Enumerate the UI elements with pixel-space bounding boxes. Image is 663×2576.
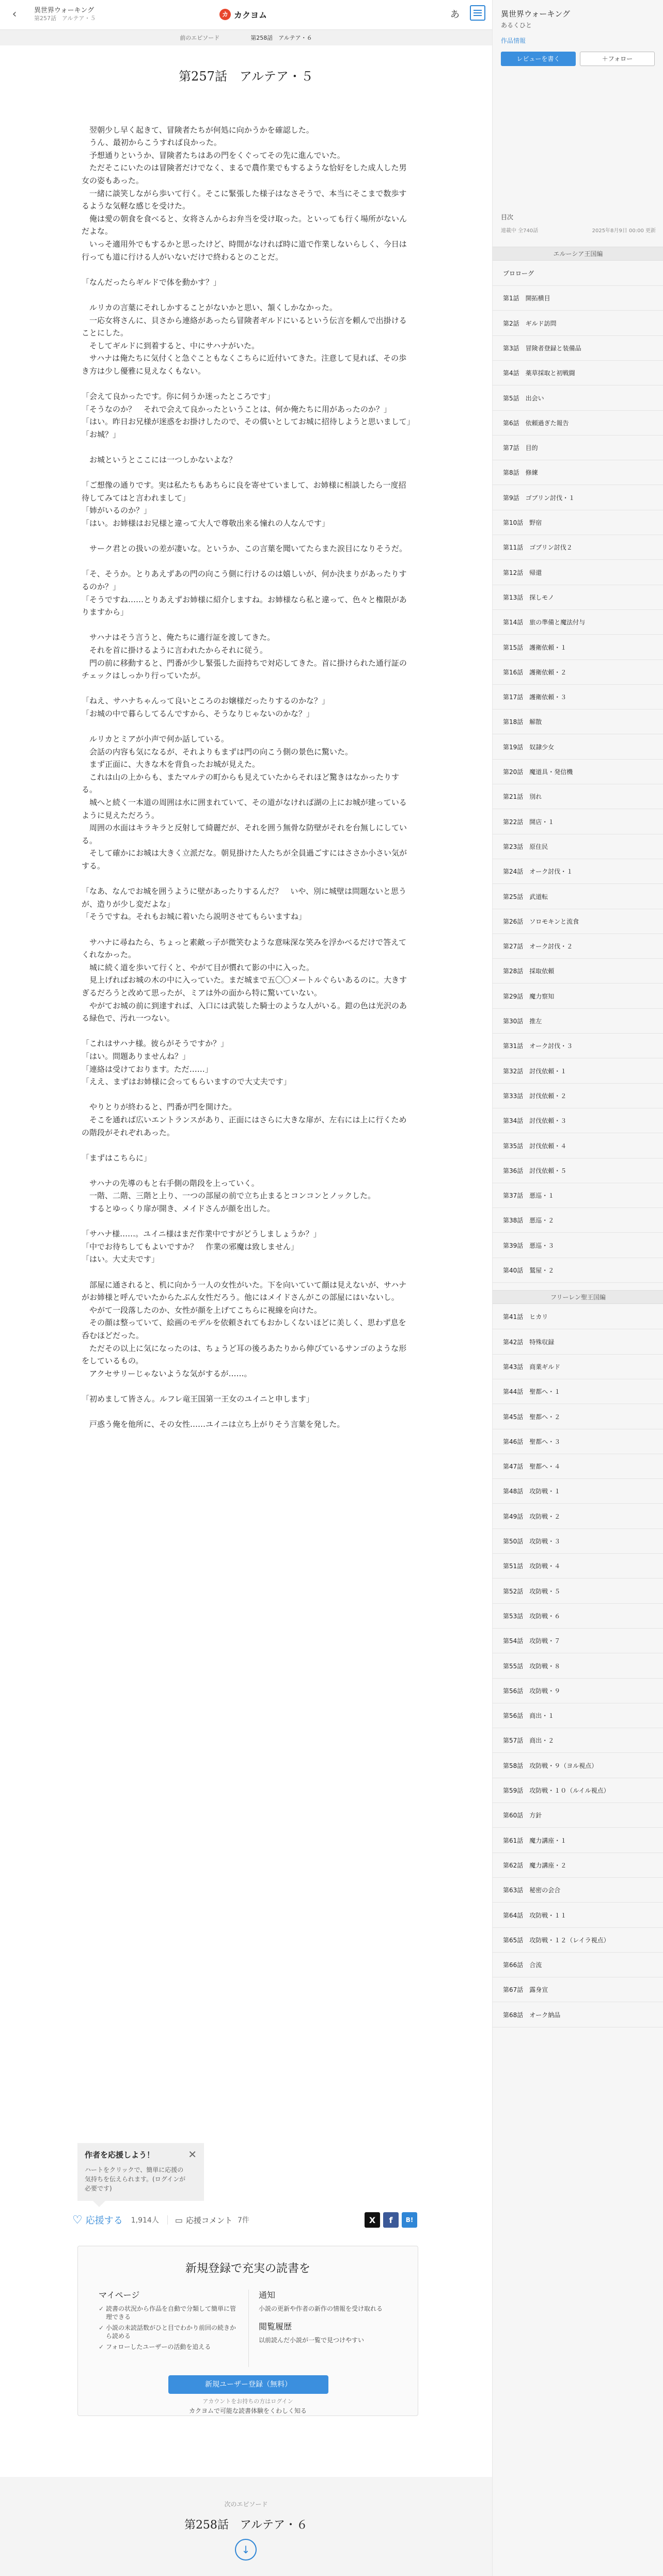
body-paragraph: 「なんだったらギルドで体を動かす？」 bbox=[82, 277, 221, 287]
toc-episode-item[interactable]: 第8話 修練 bbox=[493, 460, 663, 485]
toc-episode-item[interactable]: 第28話 採取依頼 bbox=[493, 959, 663, 984]
cheer-button[interactable]: 応援する bbox=[85, 2215, 123, 2226]
arrow-down-icon[interactable]: ↓ bbox=[235, 2539, 257, 2561]
toc-episode-item[interactable]: 第36話 討伐依頼・５ bbox=[493, 1158, 663, 1183]
toc-episode-item[interactable]: 第25話 武道転 bbox=[493, 884, 663, 909]
body-paragraph bbox=[82, 288, 412, 301]
mypage-feature: ✓ 小説の未読話数がひと目でわかり前回の続きから読める bbox=[99, 2324, 238, 2340]
body-paragraph: これは山の上からも、またマルテの町からも見えていたからそれほど驚きはなかったりする。 bbox=[82, 772, 400, 795]
site-logo[interactable] bbox=[219, 7, 267, 22]
sidebar-work-title[interactable]: 異世界ウォーキング bbox=[501, 9, 570, 19]
episode-subtitle: 第257話 アルテア・５ bbox=[34, 15, 96, 22]
toc-episode-item[interactable]: 第2話 ギルド訪問 bbox=[493, 311, 663, 336]
body-paragraph: そしてギルドに到着すると、中にサハナがいた。 bbox=[82, 341, 259, 350]
body-paragraph: 一緒に談笑しながら歩いて行く。そこに緊張した様子はなさそうで、本当にそこまで数歩するような気軽な感じを受けた。 bbox=[82, 188, 407, 211]
toc-episode-item[interactable]: 第4話 薬草採取と初戦闘 bbox=[493, 361, 663, 385]
toc-episode-item[interactable]: 第23話 原住民 bbox=[493, 834, 663, 859]
toc-episode-item[interactable]: 第52話 攻防戦・５ bbox=[493, 1579, 663, 1604]
body-paragraph: 「そうですね……とりあえずお姉様に紹介しますね。お姉様なら私と違って、色々と権限がありますから」 bbox=[82, 594, 407, 617]
current-episode-label[interactable]: 第258話 アルテア・６ bbox=[250, 35, 312, 41]
divider bbox=[248, 2290, 249, 2367]
toc-episode-item[interactable]: 第30話 推左 bbox=[493, 1009, 663, 1034]
body-paragraph bbox=[82, 1088, 412, 1101]
toc-episode-item[interactable]: 第34話 討伐依頼・３ bbox=[493, 1108, 663, 1133]
toc-episode-item[interactable]: 第40話 鷲屋・２ bbox=[493, 1258, 663, 1283]
body-paragraph: 「そうなのか？ それで会えて良かったということは、何か俺たちに用があったのか？」 bbox=[82, 404, 391, 414]
body-paragraph: 門の前に移動すると、門番が少し緊張した面持ちで対応してきた。首に掛けられた通行証のチェックはしっかり行っていたが。 bbox=[82, 658, 407, 681]
body-paragraph bbox=[82, 1164, 412, 1177]
episode-title: 第257話 アルテア・５ bbox=[179, 69, 313, 84]
body-paragraph: 会話の内容も気になるが、それよりもまずは門の向こう側の景色に驚いた。 bbox=[82, 747, 353, 756]
toc-episode-item[interactable]: 第68話 オーク納品 bbox=[493, 2003, 663, 2027]
body-paragraph: ただそこにいたのは冒険者だけでなく、まるで農作業でもするような恰好をした成人した男女の姿もあった。 bbox=[82, 163, 407, 185]
body-paragraph bbox=[82, 873, 412, 886]
body-paragraph bbox=[82, 441, 412, 454]
body-paragraph: 「中でお待ちしてもよいですか？ 作業の邪魔は致しません」 bbox=[82, 1242, 299, 1251]
toc-episode-item[interactable]: 第26話 ソロモキンと流食 bbox=[493, 909, 663, 934]
logo-icon: カ bbox=[219, 9, 231, 20]
toc-episode-item[interactable]: 第10話 野宿 bbox=[493, 510, 663, 535]
body-paragraph bbox=[82, 466, 412, 479]
toc-episode-item[interactable]: 第31話 オーク討伐・３ bbox=[493, 1034, 663, 1058]
sidebar bbox=[492, 0, 663, 2576]
body-paragraph: 「はい。問題ありませんね？」 bbox=[82, 1051, 191, 1061]
body-paragraph: お城というとここには一つしかないよな？ bbox=[82, 455, 237, 465]
body-paragraph: アクセサリーじゃないような気がするが……。 bbox=[82, 1369, 252, 1378]
body-paragraph: サハナは俺たちに気付くと急ぐこともなくこちらに近付いてきた。注意して見れば、その歩き方は少し優雅に見えなくもない。 bbox=[82, 353, 407, 376]
body-paragraph: 「姉がいるのか？」 bbox=[82, 506, 152, 516]
body-paragraph: 部屋に通されると、机に向かう一人の女性がいた。下を向いていて顔は見えないが、サハナがお姉様と呼んでいたからたぶん女性だろう。他にはメイドさんがこの部屋にはいないし。 bbox=[82, 1280, 407, 1302]
episode-body bbox=[82, 111, 415, 1431]
body-paragraph: 俺は愛の朝食を食べると、女将さんからお弁当を受け取った。といっても行く場所がないんだよな。 bbox=[82, 214, 407, 236]
body-paragraph: ルリカとミアが小声で何か話している。 bbox=[82, 734, 229, 744]
next-episode-title[interactable]: 第258話 アルテア・６ bbox=[184, 2519, 308, 2532]
chapter-heading[interactable]: エルーシア王国編 bbox=[493, 247, 663, 261]
work-meta bbox=[501, 226, 656, 234]
sidebar-buttons bbox=[501, 52, 655, 66]
episode-nav bbox=[0, 30, 492, 45]
work-info-link[interactable]: 作品情報 bbox=[501, 37, 526, 44]
toc-episode-item[interactable]: 第3話 冒険者登録と装備品 bbox=[493, 336, 663, 361]
register-box bbox=[77, 2246, 418, 2416]
toc-episode-item[interactable]: 第37話 悪巡・１ bbox=[493, 1183, 663, 1208]
comment-count: 7件 bbox=[237, 2216, 249, 2225]
support-popup bbox=[77, 2143, 204, 2201]
body-paragraph: その顔は整っていて、絵画のモデルを依頼されてもおかしくないほどに美しく、思わず息を呑むほどだった。 bbox=[82, 1318, 406, 1340]
body-paragraph: やがてお城の前に到達すれば、入口には武装した騎士のような人がいる。鎧の色は光沢のある緑色で、汚れ一つない。 bbox=[82, 1001, 407, 1023]
mypage-feature: ✓ 読書の状況から作品を自動で分類して簡単に管理できる bbox=[99, 2305, 238, 2321]
toc-episode-item[interactable]: 第66話 合流 bbox=[493, 1953, 663, 1977]
facebook-share-icon[interactable]: f bbox=[383, 2212, 399, 2228]
toc-episode-item[interactable]: 第19話 奴隷少女 bbox=[493, 735, 663, 760]
body-paragraph: 「はい。昨日お兄様が迷惑をお掛けしたので、その償いとしてお城に招待しようと思いまして」 bbox=[82, 417, 415, 427]
body-paragraph: やがて一段落したのか、女性が顔を上げてこちらに視線を向けた。 bbox=[82, 1305, 322, 1315]
comment-icon[interactable]: ▭ bbox=[175, 2215, 183, 2225]
body-paragraph: そこを通れば広いエントランスがあり、正面にはさらに大きな扉が、左右には上に行くための階段がそれぞれあった。 bbox=[82, 1115, 407, 1137]
register-title: 新規登録で充実の読書を bbox=[185, 2262, 310, 2275]
signup-button[interactable]: 新規ユーザー登録（無料） bbox=[168, 2375, 328, 2394]
episode-actions bbox=[72, 2209, 417, 2231]
notify-column bbox=[259, 2289, 398, 2352]
toc-episode-item[interactable]: 第60話 方針 bbox=[493, 1803, 663, 1828]
body-paragraph: 「ねえ、サハナちゃんって良いところのお嬢様だったりするのかな？」 bbox=[82, 696, 330, 706]
body-paragraph: それを首に掛けるように言われたからそれに従う。 bbox=[82, 645, 268, 655]
body-paragraph bbox=[82, 1025, 412, 1038]
body-paragraph bbox=[82, 263, 412, 276]
body-paragraph: サハナはそう言うと、俺たちに適行証を渡してきた。 bbox=[82, 633, 275, 642]
follow-button[interactable]: ＋フォロー bbox=[580, 52, 655, 66]
body-paragraph: やりとりが終わると、門番が門を開けた。 bbox=[82, 1102, 237, 1112]
body-paragraph: 一階、二階、三階と上り、一つの部屋の前で立ち止まるとコンコンとノックした。 bbox=[82, 1191, 375, 1201]
body-paragraph bbox=[82, 1380, 412, 1393]
toc-episode-item[interactable]: 第35話 討伐依頼・４ bbox=[493, 1134, 663, 1158]
toc-episode-item[interactable]: 第46話 聖都へ・３ bbox=[493, 1429, 663, 1454]
toc-episode-item[interactable]: 第54話 攻防戦・７ bbox=[493, 1629, 663, 1653]
toc-heading: 目次 bbox=[501, 214, 514, 221]
body-paragraph: 「なあ、なんでお城を囲うように壁があったりするんだ？ いや、別に城壁は問題ないと思うが、造りが少し変だよな」 bbox=[82, 887, 406, 909]
body-paragraph bbox=[82, 555, 412, 568]
support-desc: ハートをクリックで、簡単に応援の気持ちを伝えられます。(ログインが必要です) bbox=[85, 2166, 186, 2192]
top-header bbox=[0, 0, 492, 30]
toc-episode-item[interactable]: 第29話 魔力察知 bbox=[493, 984, 663, 1009]
next-episode-label: 次のエピソード bbox=[224, 2501, 268, 2508]
body-paragraph bbox=[82, 923, 412, 936]
heart-icon[interactable]: ♡ bbox=[72, 2213, 83, 2227]
write-review-button[interactable]: レビューを書く bbox=[501, 52, 576, 66]
body-paragraph: 「まずはこちらに」 bbox=[82, 1153, 152, 1163]
body-paragraph: 「ええ、まずはお姉様に会ってもらいますので大丈夫です」 bbox=[82, 1077, 291, 1087]
history-desc: 以前読んだ小説が一覧で見つけやすい bbox=[259, 2337, 365, 2344]
back-icon[interactable]: ‹ bbox=[12, 8, 17, 21]
toc-episode-item[interactable]: 第33話 討伐依頼・２ bbox=[493, 1084, 663, 1108]
body-paragraph bbox=[82, 1215, 412, 1228]
body-paragraph: サハナの先導のもと右手側の階段を上っていく。 bbox=[82, 1178, 259, 1188]
toc-episode-item[interactable]: 第17話 護衛依頼・３ bbox=[493, 685, 663, 710]
body-paragraph bbox=[82, 619, 412, 632]
prev-episode-link[interactable]: 前のエピソード bbox=[180, 35, 220, 41]
body-paragraph: 「はい。大丈夫です」 bbox=[82, 1254, 160, 1264]
toc-episode-item[interactable]: 第1話 開拓横目 bbox=[493, 286, 663, 311]
body-paragraph: 「初めまして皆さん。ルフレ竜王国第一王女のユイニと申します」 bbox=[82, 1394, 314, 1404]
body-paragraph: 予想通りというか、冒険者たちはあの門をくぐってその先に進んでいた。 bbox=[82, 150, 345, 160]
body-paragraph: 「お城の中で暮らしてるんですから、そうなりじゃないのかな？」 bbox=[82, 709, 314, 718]
body-paragraph bbox=[82, 1139, 412, 1152]
body-paragraph: サーク君との扱いの差が凄いな。というか、この言葉を聞いてたらまた涙目になりそうだ。 bbox=[82, 544, 407, 554]
toc-episode-item[interactable]: 第45話 聖都へ・２ bbox=[493, 1405, 663, 1429]
toc-episode-item[interactable]: 第21話 別れ bbox=[493, 784, 663, 809]
body-paragraph: 「これはサハナ様。彼らがそうですか？」 bbox=[82, 1039, 229, 1049]
toc-episode-item[interactable]: 第48話 攻防戦・１ bbox=[493, 1479, 663, 1504]
history-heading: 閲覧履歴 bbox=[259, 2322, 292, 2331]
hatena-bookmark-icon[interactable]: B! bbox=[402, 2212, 417, 2228]
body-paragraph: 「サハナ様……。ユイニ様はまだ作業中ですがどうしましょうか？」 bbox=[82, 1229, 321, 1239]
toc-episode-item[interactable]: 第65話 攻防戦・１２（レイラ視点） bbox=[493, 1928, 663, 1953]
body-paragraph: 見上げればお城の木の中に入っていた。まだ城まで五〇〇メートルぐらいあるのに。大きすぎるだろうと改めて思ったが、ミアは外の面から特に驚いていない。 bbox=[82, 975, 407, 997]
toc-episode-item[interactable]: 第18話 解散 bbox=[493, 710, 663, 734]
toc-episode-item[interactable]: 第50話 攻防戦・３ bbox=[493, 1529, 663, 1554]
body-paragraph bbox=[82, 1406, 412, 1419]
body-paragraph bbox=[82, 682, 412, 695]
toc-episode-item[interactable]: 第39話 悪巡・３ bbox=[493, 1233, 663, 1258]
toc-episode-item[interactable]: 第61話 魔力講座・１ bbox=[493, 1828, 663, 1853]
logo-text: カクヨム bbox=[234, 10, 267, 20]
updated-date: 2025年8月9日 00:00 更新 bbox=[592, 228, 656, 234]
x-share-icon[interactable]: X bbox=[365, 2212, 380, 2228]
body-paragraph: 「連絡は受けております。ただ……」 bbox=[82, 1064, 213, 1074]
notify-heading: 通知 bbox=[259, 2290, 276, 2300]
toc-episode-item[interactable]: 第5話 出会い bbox=[493, 386, 663, 411]
toc-episode-item[interactable]: 第27話 オーク討伐・２ bbox=[493, 934, 663, 959]
body-paragraph: うん、最初からこうすれば良かった。 bbox=[82, 138, 222, 148]
body-paragraph: するとゆっくり扉が開き、メイドさんが顔を出した。 bbox=[82, 1204, 275, 1214]
body-paragraph: 「ご想像の通りです。実は私たちもあちらに良を寄せていまして、お姉様に相談したら一度招待してみてはと言われまして」 bbox=[82, 480, 406, 503]
toc-episode-item[interactable]: 第11話 ゴブリン討伐２ bbox=[493, 535, 663, 560]
close-icon[interactable]: ✕ bbox=[188, 2148, 197, 2161]
toc-episode-item[interactable]: 第41話 ヒカリ bbox=[493, 1305, 663, 1329]
body-paragraph bbox=[82, 530, 412, 543]
toc-episode-item[interactable]: 第16話 護衛依頼・２ bbox=[493, 660, 663, 685]
body-paragraph: 城に続く道を歩いて行くと、やがて目が慣れて影の中に入った。 bbox=[82, 962, 314, 972]
toc-episode-item[interactable]: 第7話 目的 bbox=[493, 436, 663, 460]
work-title-link[interactable]: 異世界ウォーキング bbox=[34, 7, 94, 14]
learn-more-link[interactable]: カクヨムで可能な読書体験をくわしく知る bbox=[188, 2407, 307, 2414]
body-paragraph: 「会えて良かったです。你に伺うか迷ったところです」 bbox=[82, 392, 275, 401]
toc-episode-item[interactable]: 第62話 魔力講座・２ bbox=[493, 1853, 663, 1878]
support-title: 作者を応援しよう！ bbox=[85, 2150, 155, 2160]
menu-icon[interactable] bbox=[470, 5, 485, 21]
toc-episode-item[interactable]: 第32話 討伐依頼・１ bbox=[493, 1059, 663, 1084]
toc-episode-item[interactable]: 第63話 秘密の会合 bbox=[493, 1878, 663, 1903]
toc-episode-item[interactable]: 第44話 聖都へ・１ bbox=[493, 1379, 663, 1404]
toc-episode-item[interactable]: 第53話 攻防戦・６ bbox=[493, 1604, 663, 1629]
toc-episode-item[interactable]: 第22話 開店・１ bbox=[493, 810, 663, 834]
login-link[interactable]: アカウントをお持ちの方はログイン bbox=[202, 2398, 293, 2405]
toc-episode-item[interactable]: 第13話 探しモノ bbox=[493, 585, 663, 610]
share-buttons bbox=[365, 2212, 417, 2228]
body-paragraph: そして確かにお城は大きく立派だな。朝見掛けた人たちが全員過ごすにはささか小さい気がする。 bbox=[82, 848, 407, 871]
toc-episode-item[interactable]: 第24話 オーク討伐・１ bbox=[493, 859, 663, 884]
toc-episode-item[interactable]: 第14話 旅の準備と魔法付与 bbox=[493, 610, 663, 635]
divider bbox=[167, 2215, 168, 2225]
body-paragraph bbox=[82, 111, 412, 124]
body-paragraph bbox=[82, 377, 412, 390]
mypage-column bbox=[99, 2289, 238, 2354]
toc-episode-item[interactable]: 第9話 ゴブリン討伐・１ bbox=[493, 486, 663, 510]
body-paragraph: サハナに尋ねたら、ちょっと素敵っ子が微笑むような意味深な笑みを浮かべるだけで答えてくれなかった。 bbox=[82, 937, 407, 960]
body-paragraph: 「はい。お姉様はお兄様と違って大人で尊敬出来る憧れの人なんです」 bbox=[82, 519, 330, 528]
body-paragraph: 城へと続く一本道の周囲は水に囲まれていて、その道がなければ湖の上にお城が建っているように見えただろう。 bbox=[82, 798, 407, 820]
body-paragraph: 翌朝少し早く起きて、冒険者たちが何処に向かうかを確認した。 bbox=[82, 125, 314, 135]
toc-episode-item[interactable]: 第51話 攻防戦・４ bbox=[493, 1554, 663, 1579]
toc-episode-item[interactable]: 第59話 攻防戦・１０（ルイル視点） bbox=[493, 1778, 663, 1803]
toc-episode-item[interactable]: 第58話 攻防戦・９（ヨル視点） bbox=[493, 1753, 663, 1778]
body-paragraph: まず正面に、大きな木を背負ったお城が見えた。 bbox=[82, 760, 260, 769]
body-paragraph: 「そ、そうか。とりあえずあの門の向こう側に行けるのは嬉しいが、何か決まりがあったりするのか？」 bbox=[82, 569, 407, 591]
body-paragraph bbox=[82, 720, 412, 733]
body-paragraph: 一応女将さんに、貝さから連絡があったら冒険者ギルドにいるという伝言を頼んで出掛けることにした。 bbox=[82, 315, 407, 338]
chapter-heading[interactable]: フリーレン聖王国編 bbox=[493, 1290, 663, 1304]
toc-episode-item[interactable]: 第42話 特殊収録 bbox=[493, 1330, 663, 1355]
next-episode-footer bbox=[0, 2477, 492, 2576]
mypage-heading: マイページ bbox=[99, 2290, 140, 2300]
cheer-count: 1,914人 bbox=[131, 2216, 159, 2225]
sidebar-author[interactable]: あるくひと bbox=[501, 22, 532, 29]
toc-episode-item[interactable]: 第67話 露身宣 bbox=[493, 1977, 663, 2002]
toc-episode-item[interactable]: 第6話 依頼過ぎた報告 bbox=[493, 411, 663, 436]
body-paragraph: 「そうですね。それもお城に着いたら説明させてもらいますね」 bbox=[82, 912, 307, 922]
toc-episode-item[interactable]: 第55話 攻防戦・８ bbox=[493, 1654, 663, 1679]
body-paragraph: ルリカの言葉にそれしかすることがないかと思い、頷くしかなかった。 bbox=[82, 302, 337, 312]
mypage-feature: ✓ フォローしたユーザーの活動を追える bbox=[99, 2343, 238, 2351]
notify-desc: 小説の更新や作者の新作の情報を受け取れる bbox=[259, 2305, 383, 2312]
body-paragraph: 「お城？」 bbox=[82, 429, 121, 439]
toc-episode-item[interactable]: 第56話 商出・１ bbox=[493, 1703, 663, 1728]
toc-episode-item[interactable]: 第15話 護衛依頼・１ bbox=[493, 635, 663, 660]
serial-status: 連載中 全740話 bbox=[501, 228, 539, 234]
toc-episode-item[interactable]: 第49話 攻防戦・２ bbox=[493, 1504, 663, 1529]
body-paragraph: 周囲の水面はキラキラと反射して綺麗だが、それを囲う無骨な防壁がそれを台無しにしている。 bbox=[82, 823, 407, 845]
body-paragraph: 戸惑う俺を他所に、その女性……ユイニは立ち上がりそう言葉を発した。 bbox=[82, 1420, 345, 1429]
toc-episode-item[interactable]: 第56話 攻防戦・９ bbox=[493, 1679, 663, 1703]
toc-episode-item[interactable]: 第47話 聖都へ・４ bbox=[493, 1454, 663, 1479]
toc-episode-item[interactable]: 第38話 悪巡・２ bbox=[493, 1208, 663, 1233]
toc-episode-item[interactable]: 第20話 魔道具・発信機 bbox=[493, 760, 663, 784]
font-settings-button[interactable]: あ bbox=[450, 9, 460, 20]
toc-episode-item[interactable]: 第64話 攻防戦・１１ bbox=[493, 1903, 663, 1928]
toc-episode-item[interactable]: 第12話 帰還 bbox=[493, 560, 663, 585]
toc-episode-item[interactable]: 第57話 商出・２ bbox=[493, 1728, 663, 1753]
toc-episode-item[interactable]: プロローグ bbox=[493, 261, 663, 286]
body-paragraph bbox=[82, 1266, 412, 1279]
toc-episode-item[interactable]: 第43話 商業ギルド bbox=[493, 1355, 663, 1379]
body-paragraph: いっそ適用外でもするかと思ったけど、時間がなければ時に道で作業しないらしく、今日は行っても道に行ける人がいないだけで終わるとのことだ。 bbox=[82, 239, 407, 262]
body-paragraph: ただその以上に気になったのは、ちょうど耳の後ろあたりから伸びているサンゴのような形をしているもの。 bbox=[82, 1343, 407, 1366]
comment-button[interactable]: 応援コメント bbox=[185, 2215, 232, 2225]
